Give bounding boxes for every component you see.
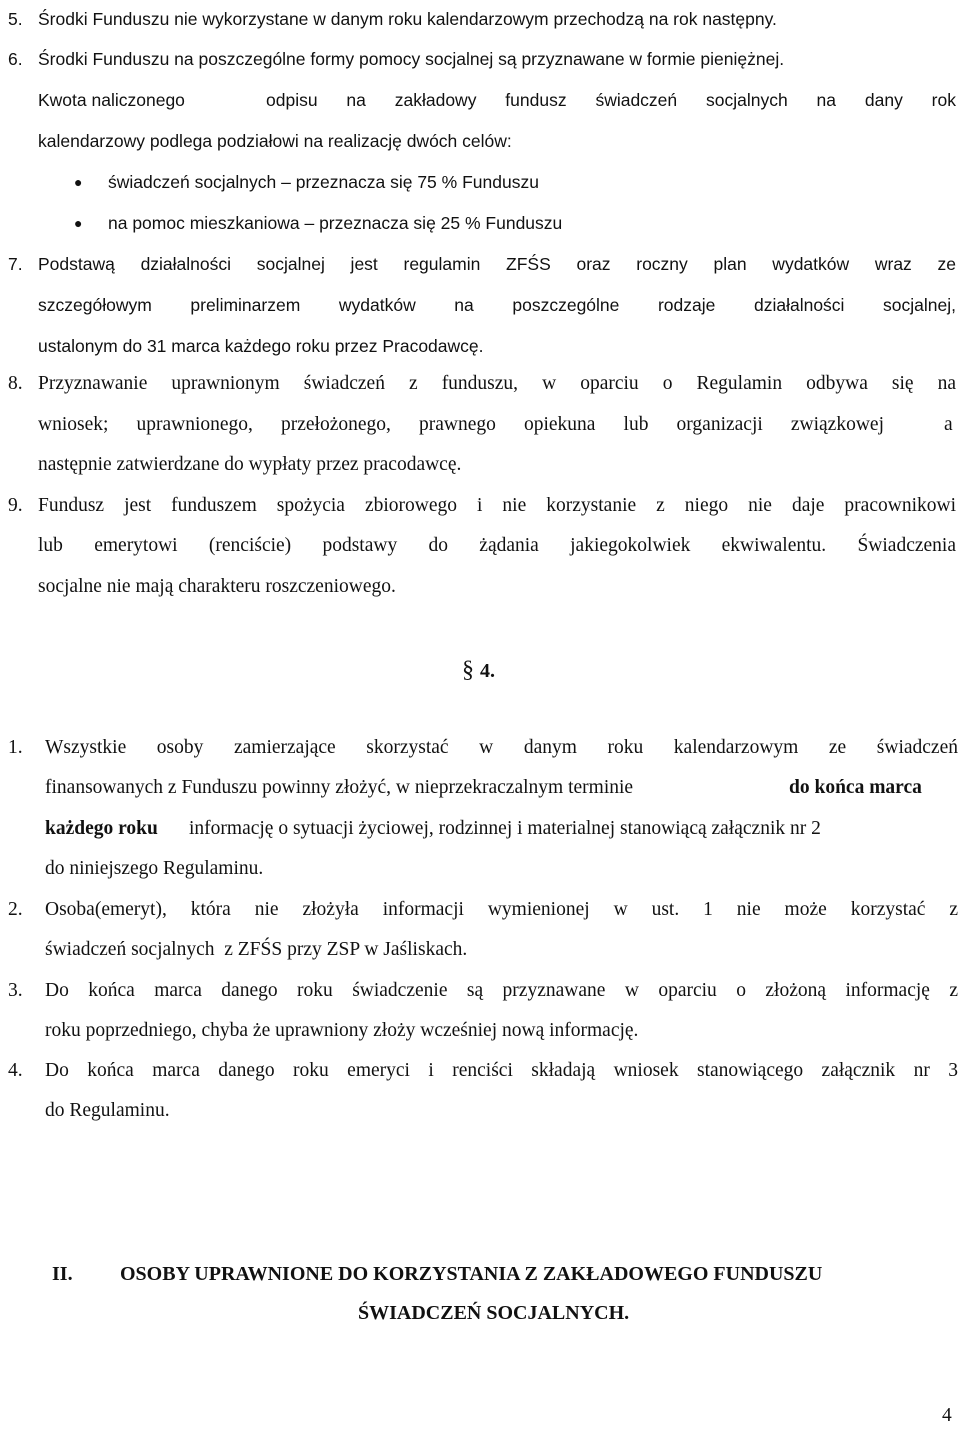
section-number: 4. xyxy=(480,660,495,682)
paragraph-text: kalendarzowy podlega podziałowi na realizację dwóch celów: xyxy=(38,131,512,151)
paragraph-text: ustalonym do 31 marca każdego roku przez Pracodawcę. xyxy=(38,336,484,356)
paragraph-text: Środki Funduszu nie wykorzystane w danym roku kalendarzowym przechodzą na rok następny. xyxy=(38,9,777,29)
chapter-title: ŚWIADCZEŃ SOCJALNYCH. xyxy=(358,1302,630,1324)
paragraph-text: Środki Funduszu na poszczególne formy pomocy socjalnej są przyznawane w formie pieniężnej. xyxy=(38,49,785,69)
paragraph-text: następnie zatwierdzane do wypłaty przez pracodawcę. xyxy=(38,454,462,475)
item-number: 5. xyxy=(8,9,23,29)
chapter-number: II. xyxy=(52,1263,73,1285)
paragraph-text: informację o sytuacji życiowej, rodzinnej i materialnej stanowiącą załącznik nr 2 xyxy=(189,818,821,839)
bullet-icon: ● xyxy=(74,215,83,231)
paragraph-text: a xyxy=(944,414,953,435)
bullet-icon: ● xyxy=(74,174,83,190)
paragraph-text: do niniejszego Regulaminu. xyxy=(45,858,264,879)
paragraph-text: Kwota naliczonego xyxy=(38,90,185,110)
paragraph-text: wniosek; uprawnionego, przełożonego, prawnego opiekuna lub organizacji związkowej xyxy=(38,414,884,435)
paragraph-text: finansowanych z Funduszu powinny złożyć, w nieprzekraczalnym terminie xyxy=(45,777,634,798)
paragraph-text: do Regulaminu. xyxy=(45,1100,170,1121)
paragraph-text: odpisu na zakładowy fundusz świadczeń socjalnych na dany rok xyxy=(266,90,956,110)
chapter-title: OSOBY UPRAWNIONE DO KORZYSTANIA Z ZAKŁADOWEGO FUNDUSZU xyxy=(120,1263,823,1285)
paragraph-text: Fundusz jest funduszem spożycia zbiorowego i nie korzystanie z niego nie daje pracownikowi xyxy=(38,495,956,516)
paragraph-text: Wszystkie osoby zamierzające skorzystać w danym roku kalendarzowym ze świadczeń xyxy=(45,737,958,758)
item-number: 6. xyxy=(8,49,23,69)
bullet-text: na pomoc mieszkaniowa – przeznacza się 25 % Funduszu xyxy=(108,213,563,233)
item-number: 8. xyxy=(8,373,23,394)
item-number: 7. xyxy=(8,254,23,274)
item-number: 1. xyxy=(8,737,23,758)
paragraph-text: Osoba(emeryt), która nie złożyła informacji wymienionej w ust. 1 nie może korzystać z xyxy=(45,899,958,920)
paragraph-text: roku poprzedniego, chyba że uprawniony złoży wcześniej nową informację. xyxy=(45,1020,639,1041)
section-sign: § xyxy=(462,657,474,683)
bullet-text: świadczeń socjalnych – przeznacza się 75 % Funduszu xyxy=(108,172,539,192)
item-number: 3. xyxy=(8,980,23,1001)
paragraph-text: Podstawą działalności socjalnej jest regulamin ZFŚS oraz roczny plan wydatków wraz ze xyxy=(38,254,956,274)
paragraph-text: świadczeń socjalnych z ZFŚS przy ZSP w Jaśliskach. xyxy=(45,939,468,960)
item-number: 9. xyxy=(8,495,23,516)
item-number: 4. xyxy=(8,1060,23,1081)
paragraph-text: lub emerytowi (renciście) podstawy do żądania jakiegokolwiek ekwiwalentu. Świadczenia xyxy=(38,535,956,556)
emphasis-text: do końca marca xyxy=(789,777,922,798)
paragraph-text: szczegółowym preliminarzem wydatków na poszczególne rodzaje działalności socjalnej, xyxy=(38,295,956,315)
page-number: 4 xyxy=(942,1405,952,1426)
emphasis-text: każdego roku xyxy=(45,818,158,839)
paragraph-text: Do końca marca danego roku świadczenie są przyznawane w oparciu o złożoną informację z xyxy=(45,980,958,1001)
paragraph-text: Do końca marca danego roku emeryci i renciści składają wniosek stanowiącego załącznik nr 3 xyxy=(45,1060,958,1081)
item-number: 2. xyxy=(8,899,23,920)
paragraph-text: socjalne nie mają charakteru roszczeniowego. xyxy=(38,576,396,597)
paragraph-text: Przyznawanie uprawnionym świadczeń z funduszu, w oparciu o Regulamin odbywa się na xyxy=(38,373,956,394)
